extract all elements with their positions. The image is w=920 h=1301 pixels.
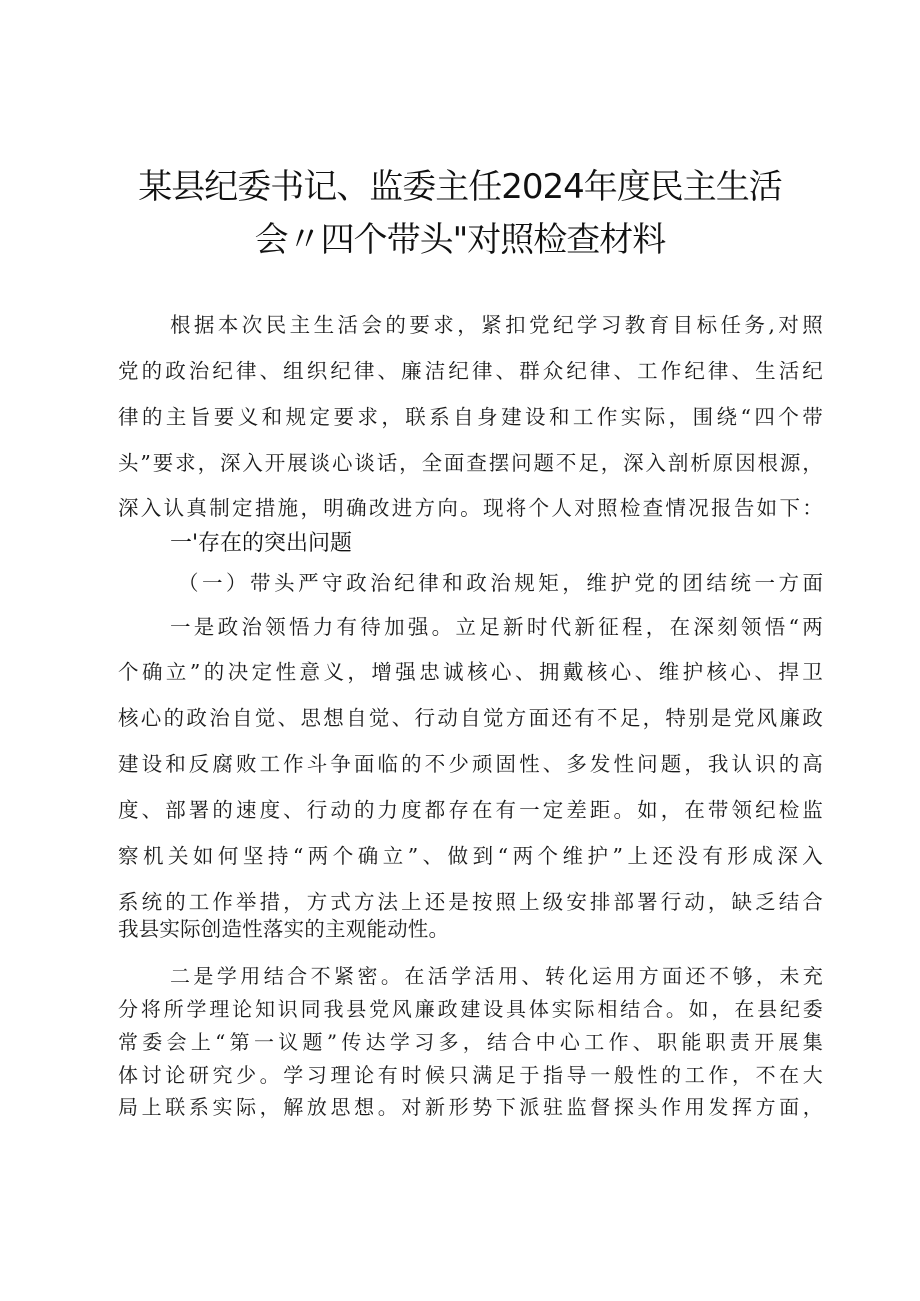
paragraph-line: 察机关如何坚持“两个确立”、做到“两个维护”上还没有形成深入 [118, 844, 823, 868]
paragraph-line: 常委会上“第一议题”传达学习多，结合中心工作、职能职责开展集 [118, 1030, 823, 1054]
paragraph-line: 个确立”的决定性意义，增强忠诚核心、拥戴核心、维护核心、捍卫 [118, 660, 823, 684]
paragraph-line: 我县实际创造性落实的主观能动性。 [118, 917, 450, 941]
paragraph-line: 分将所学理论知识同我县党风廉政建设具体实际相结合。如，在县纪委 [118, 997, 823, 1021]
paragraph-line: 系统的工作举措，方式方法上还是按照上级安排部署行动，缺乏结合 [118, 890, 823, 914]
paragraph-line: 核心的政治自觉、思想自觉、行动自觉方面还有不足，特别是党风廉政 [118, 706, 823, 730]
section-heading: 一'存在的突出问题 [170, 531, 353, 556]
paragraph-line: 一是政治领悟力有待加强。立足新时代新征程，在深刻领悟“两 [170, 615, 823, 639]
subsection-heading: （一）带头严守政治纪律和政治规矩，维护党的团结统一方面 [178, 571, 823, 595]
intro-line: 深入认真制定措施，明确改进方向。现将个人对照检查情况报告如下： [118, 496, 823, 520]
paragraph-line: 度、部署的速度、行动的力度都存在有一定差距。如，在带领纪检监 [118, 798, 823, 822]
intro-line: 党的政治纪律、组织纪律、廉洁纪律、群众纪律、工作纪律、生活纪 [118, 359, 823, 383]
intro-line: 头”要求，深入开展谈心谈话，全面查摆问题不足，深入剖析原因根源， [118, 451, 823, 475]
paragraph-line: 体讨论研究少。学习理论有时候只满足于指导一般性的工作，不在大 [118, 1063, 823, 1087]
document-title-line-2: 会〃四个带头"对照检查材料 [254, 220, 666, 260]
paragraph-line: 建设和反腐败工作斗争面临的不少顽固性、多发性问题，我认识的高 [118, 752, 823, 776]
paragraph-line: 二是学用结合不紧密。在活学活用、转化运用方面还不够，未充 [170, 964, 823, 988]
document-title-line-1: 某县纪委书记、监委主任2024年度民主生活 [138, 167, 782, 207]
intro-line: 根据本次民主生活会的要求，紧扣党纪学习教育目标任务,对照 [170, 313, 823, 337]
intro-line: 律的主旨要义和规定要求，联系自身建设和工作实际，围绕“四个带 [118, 405, 823, 429]
paragraph-line: 局上联系实际，解放思想。对新形势下派驻监督探头作用发挥方面， [118, 1095, 823, 1119]
